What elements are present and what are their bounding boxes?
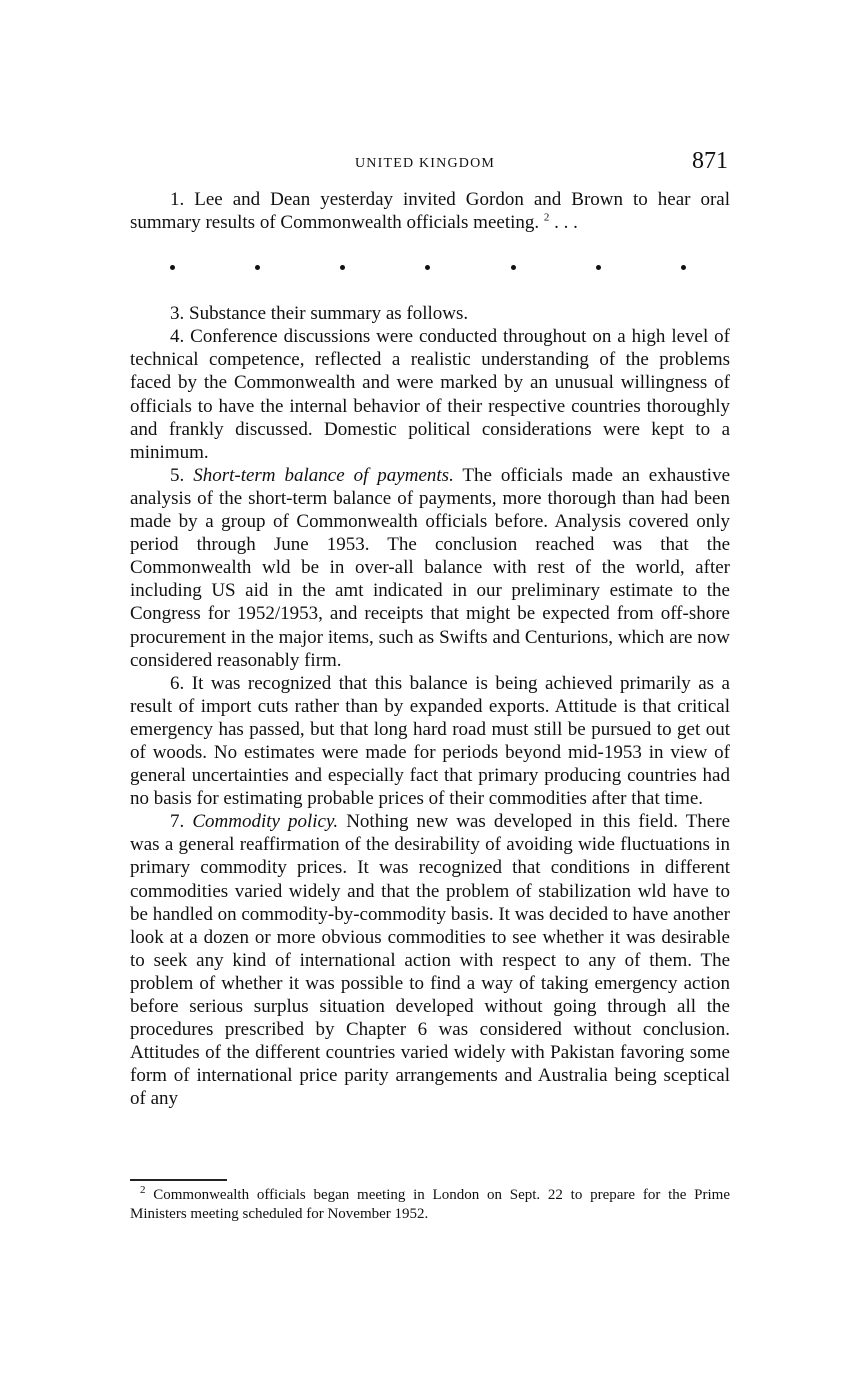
footnote-divider xyxy=(130,1179,227,1181)
paragraph-5-heading: Short-term balance of payments. xyxy=(193,464,454,486)
footnote-text: Commonwealth officials began meeting in London on Sept. 22 to prepare for the Prime Ministers meeting scheduled for November 1952. xyxy=(130,1187,730,1222)
paragraph-1-ellipsis: . . . xyxy=(549,212,578,234)
paragraph-1 xyxy=(130,188,730,234)
omission-dot xyxy=(596,265,601,270)
omission-dots xyxy=(130,244,730,290)
omission-dot xyxy=(681,265,686,270)
paragraph-6: 6. It was recognized that this balance is being achieved primarily as a result of import cuts rather than by expanded exports. Attitude is that critical emergency has passed, but that long hard road must still be pursued to get out of woods. No estimates were made for periods beyond mid-1953 in view of general uncertainties and especially fact that primary producing countries had no basis for estimating probable prices of their commodities after that time. xyxy=(130,672,730,810)
omission-dot xyxy=(340,265,345,270)
footnote xyxy=(130,1186,730,1224)
omission-dot xyxy=(511,265,516,270)
footnote-reference: 2 xyxy=(543,211,550,224)
paragraph-3: 3. Substance their summary as follows. xyxy=(170,303,469,325)
paragraph-4: 4. Conference discussions were conducted throughout on a high level of technical competence, reflected a realistic understanding of the problems faced by the Commonwealth and were marked by an unusual willingness of officials to have the internal behavior of their respective countries thoroughly and frankly discussed. Domestic political considerations were kept to a minimum. xyxy=(130,326,730,463)
footnote-marker: 2 xyxy=(140,1184,146,1196)
paragraph-7 xyxy=(130,810,730,1110)
paragraph-7-number: 7. xyxy=(170,811,185,833)
paragraph-5-number: 5. xyxy=(170,464,185,486)
page-number: 871 xyxy=(692,148,728,174)
omission-dot xyxy=(255,265,260,270)
paragraph-5 xyxy=(130,464,730,672)
paragraph-1-text: 1. Lee and Dean yesterday invited Gordon and Brown to hear oral summary results of Commonwealth officials meeting. xyxy=(130,189,730,234)
omission-dot xyxy=(425,265,430,270)
paragraph-5-text: The officials made an exhaustive analysis of the short-term balance of payments, more thorough than had been made by a group of Commonwealth officials before. Analysis covered only period through June 1953. The conclusion reached was that the Commonwealth wld be in over-all balance with rest of the world, after including US aid in the amt indicated in our preliminary estimate to the Congress for 1952/1953, and receipts that might be expected from off-shore procurement in the major items, such as Swifts and Centurions, which are now considered reasonably firm. xyxy=(130,464,731,671)
running-head xyxy=(130,148,730,182)
paragraph-7-text: Nothing new was developed in this field. There was a general reaffirmation of the desirability of avoiding wide fluctuations in primary commodity prices. It was recognized that conditions in different commodities varied widely and that the problem of stabilization wld have to be handled on commodity-by-commodity basis. It was decided to have another look at a dozen or more obvious commodities to see whether it was desirable to seek any kind of international action with respect to any of them. The problem of whether it was possible to find a way of taking emergency action before serious surplus situation developed without going through all the procedures prescribed by Chapter 6 was considered without conclusion. Attitudes of the different countries varied widely with Pakistan favoring some form of international price parity arrangements and Australia being sceptical of any xyxy=(130,811,731,1110)
running-title: UNITED KINGDOM xyxy=(355,156,496,171)
omission-dot xyxy=(170,265,175,270)
paragraph-7-heading: Commodity policy. xyxy=(192,811,339,833)
body-text xyxy=(130,188,730,1110)
